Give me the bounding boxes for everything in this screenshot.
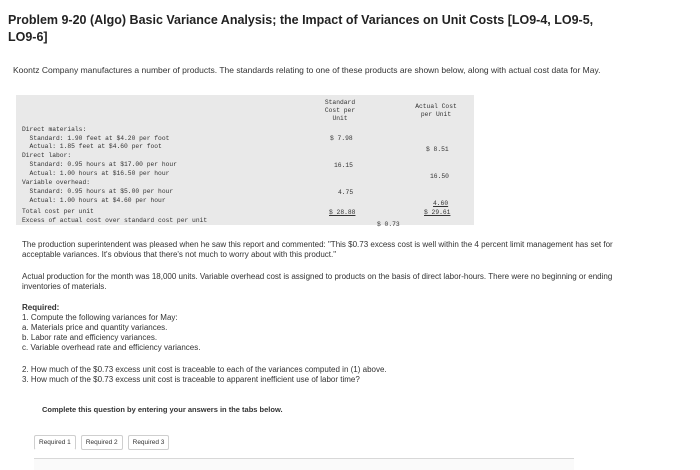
- actual-value: 16.50: [430, 173, 449, 180]
- production-info: Actual production for the month was 18,000 units. Variable overhead cost is assigned to products on the basis of direct labor-hours. There were no beginning or ending inventories of materials.: [22, 272, 613, 291]
- tab-required-1[interactable]: Required 1: [34, 435, 76, 450]
- actual-value: $ 8.51: [426, 146, 449, 153]
- actual-value: 4.60: [433, 200, 449, 207]
- required-item: 1. Compute the following variances for May:: [22, 313, 178, 322]
- row-label: Total cost per unit: [22, 208, 94, 215]
- required-heading: Required:: [22, 303, 60, 312]
- tab-required-2[interactable]: Required 2: [81, 435, 123, 450]
- problem-title: Problem 9-20 (Algo) Basic Variance Analysis; the Impact of Variances on Unit Costs [LO9-4, LO9-5, LO9-6]: [8, 13, 594, 44]
- required-item: a. Materials price and quantity variances.: [22, 323, 168, 332]
- required-item: c. Variable overhead rate and efficiency variances.: [22, 343, 201, 352]
- standard-value: $ 7.98: [330, 135, 353, 142]
- row-label: Standard: 0.95 hours at $17.00 per hour: [22, 161, 177, 168]
- superintendent-comment: The production superintendent was pleased when he saw this report and commented: "This $0.73 excess cost is well within the 4 percent limit management has set for acceptable variances. It's obvious that there's not much to worry about with this product.": [22, 240, 613, 259]
- standard-value: 4.75: [338, 189, 354, 196]
- row-label: Actual: 1.00 hours at $4.60 per hour: [22, 197, 166, 204]
- row-label: Standard: 0.95 hours at $5.00 per hour: [22, 188, 174, 195]
- row-label: Excess of actual cost over standard cost per unit: [22, 217, 208, 224]
- row-label: Actual: 1.00 hours at $16.50 per hour: [22, 170, 170, 177]
- row-label: Direct materials:: [22, 126, 87, 133]
- row-label: Standard: 1.90 feet at $4.20 per foot: [22, 135, 170, 142]
- col-header-actual: Actual Cost per Unit: [415, 103, 457, 118]
- standard-value: 16.15: [334, 162, 353, 169]
- problem-intro: Koontz Company manufactures a number of products. The standards relating to one of these products are shown below, along with actual cost data for May.: [13, 65, 601, 75]
- answer-tabs: [34, 435, 174, 450]
- actual-total: $ 29.61: [424, 209, 451, 216]
- answer-area: [34, 458, 574, 470]
- excess-value: $ 0.73: [377, 221, 400, 228]
- row-label: Direct labor:: [22, 152, 72, 159]
- standard-total: $ 28.88: [329, 209, 356, 216]
- row-label: Variable overhead:: [22, 179, 91, 186]
- instructions: Complete this question by entering your answers in the tabs below.: [42, 405, 283, 414]
- required-item: 2. How much of the $0.73 excess unit cost is traceable to each of the variances computed in (1) above.: [22, 365, 387, 374]
- col-header-standard: Standard Cost per Unit: [324, 99, 356, 122]
- required-item: b. Labor rate and efficiency variances.: [22, 333, 158, 342]
- tab-required-3[interactable]: Required 3: [128, 435, 170, 450]
- required-item: 3. How much of the $0.73 excess unit cost is traceable to apparent inefficient use of labor time?: [22, 375, 360, 384]
- row-label: Actual: 1.85 feet at $4.60 per foot: [22, 143, 162, 150]
- cost-table: [16, 95, 474, 228]
